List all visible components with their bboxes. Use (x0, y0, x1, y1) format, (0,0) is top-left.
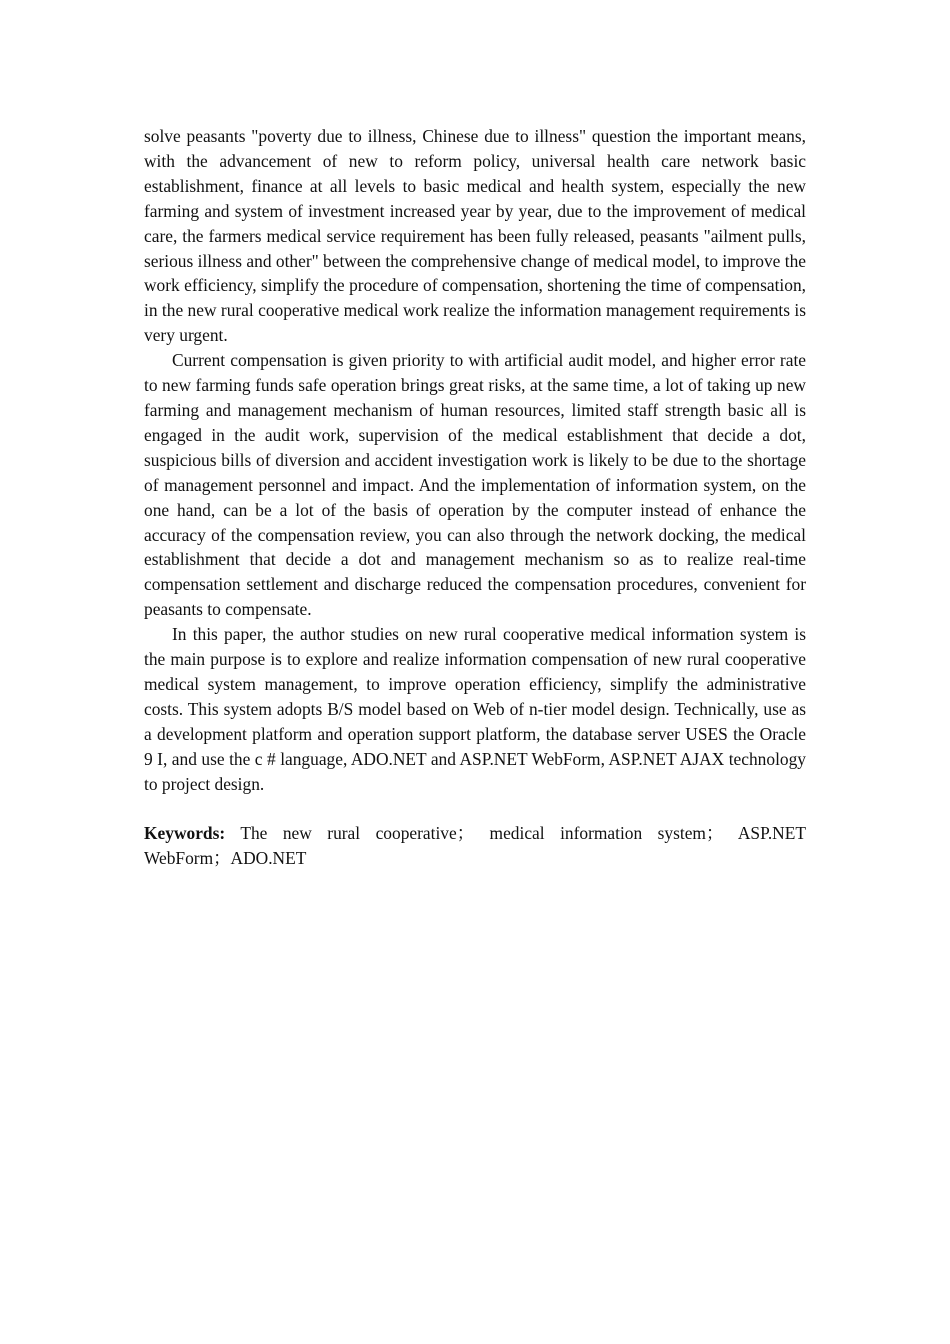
abstract-body (144, 124, 806, 871)
paragraph-2: Current compensation is given priority to with artificial audit model, and higher error rate to new farming funds safe operation brings great risks, at the same time, a lot of taking up new farming and management mechanism of human resources, limited staff strength basic all is engaged in the audit work, supervision of the medical establishment that decide a dot, suspicious bills of diversion and accident investigation work is likely to be due to the shortage of management personnel and impact. And the implementation of information system, on the one hand, can be a lot of the basis of operation by the computer instead of enhance the accuracy of the compensation review, you can also through the network docking, the medical establishment that decide a dot and management mechanism so as to realize real-time compensation settlement and discharge reduced the compensation procedures, convenient for peasants to compensate. (144, 350, 806, 620)
keywords-label: Keywords: (144, 823, 226, 844)
keywords-line (144, 821, 806, 871)
keywords-text: The new rural cooperative； medical information system； ASP.NET WebForm；ADO.NET (144, 823, 806, 869)
paragraph-1: solve peasants "poverty due to illness, Chinese due to illness" question the important means, with the advancement of new to reform policy, universal health care network basic establishment, finance at all levels to basic medical and health system, especially the new farming and system of investment increased year by year, due to the improvement of medical care, the farmers medical service requirement has been fully released, peasants "ailment pulls, serious illness and other" between the comprehensive change of medical model, to improve the work efficiency, simplify the procedure of compensation, shortening the time of compensation, in the new rural cooperative medical work realize the information management requirements is very urgent. (144, 126, 806, 346)
paragraph-3: In this paper, the author studies on new rural cooperative medical information system is the main purpose is to explore and realize information compensation of new rural cooperative medical system management, to improve operation efficiency, simplify the administrative costs. This system adopts B/S model based on Web of n-tier model design. Technically, use as a development platform and operation support platform, the database server USES the Oracle 9 I, and use the c # language, ADO.NET and ASP.NET WebForm, ASP.NET AJAX technology to project design. (144, 624, 806, 794)
